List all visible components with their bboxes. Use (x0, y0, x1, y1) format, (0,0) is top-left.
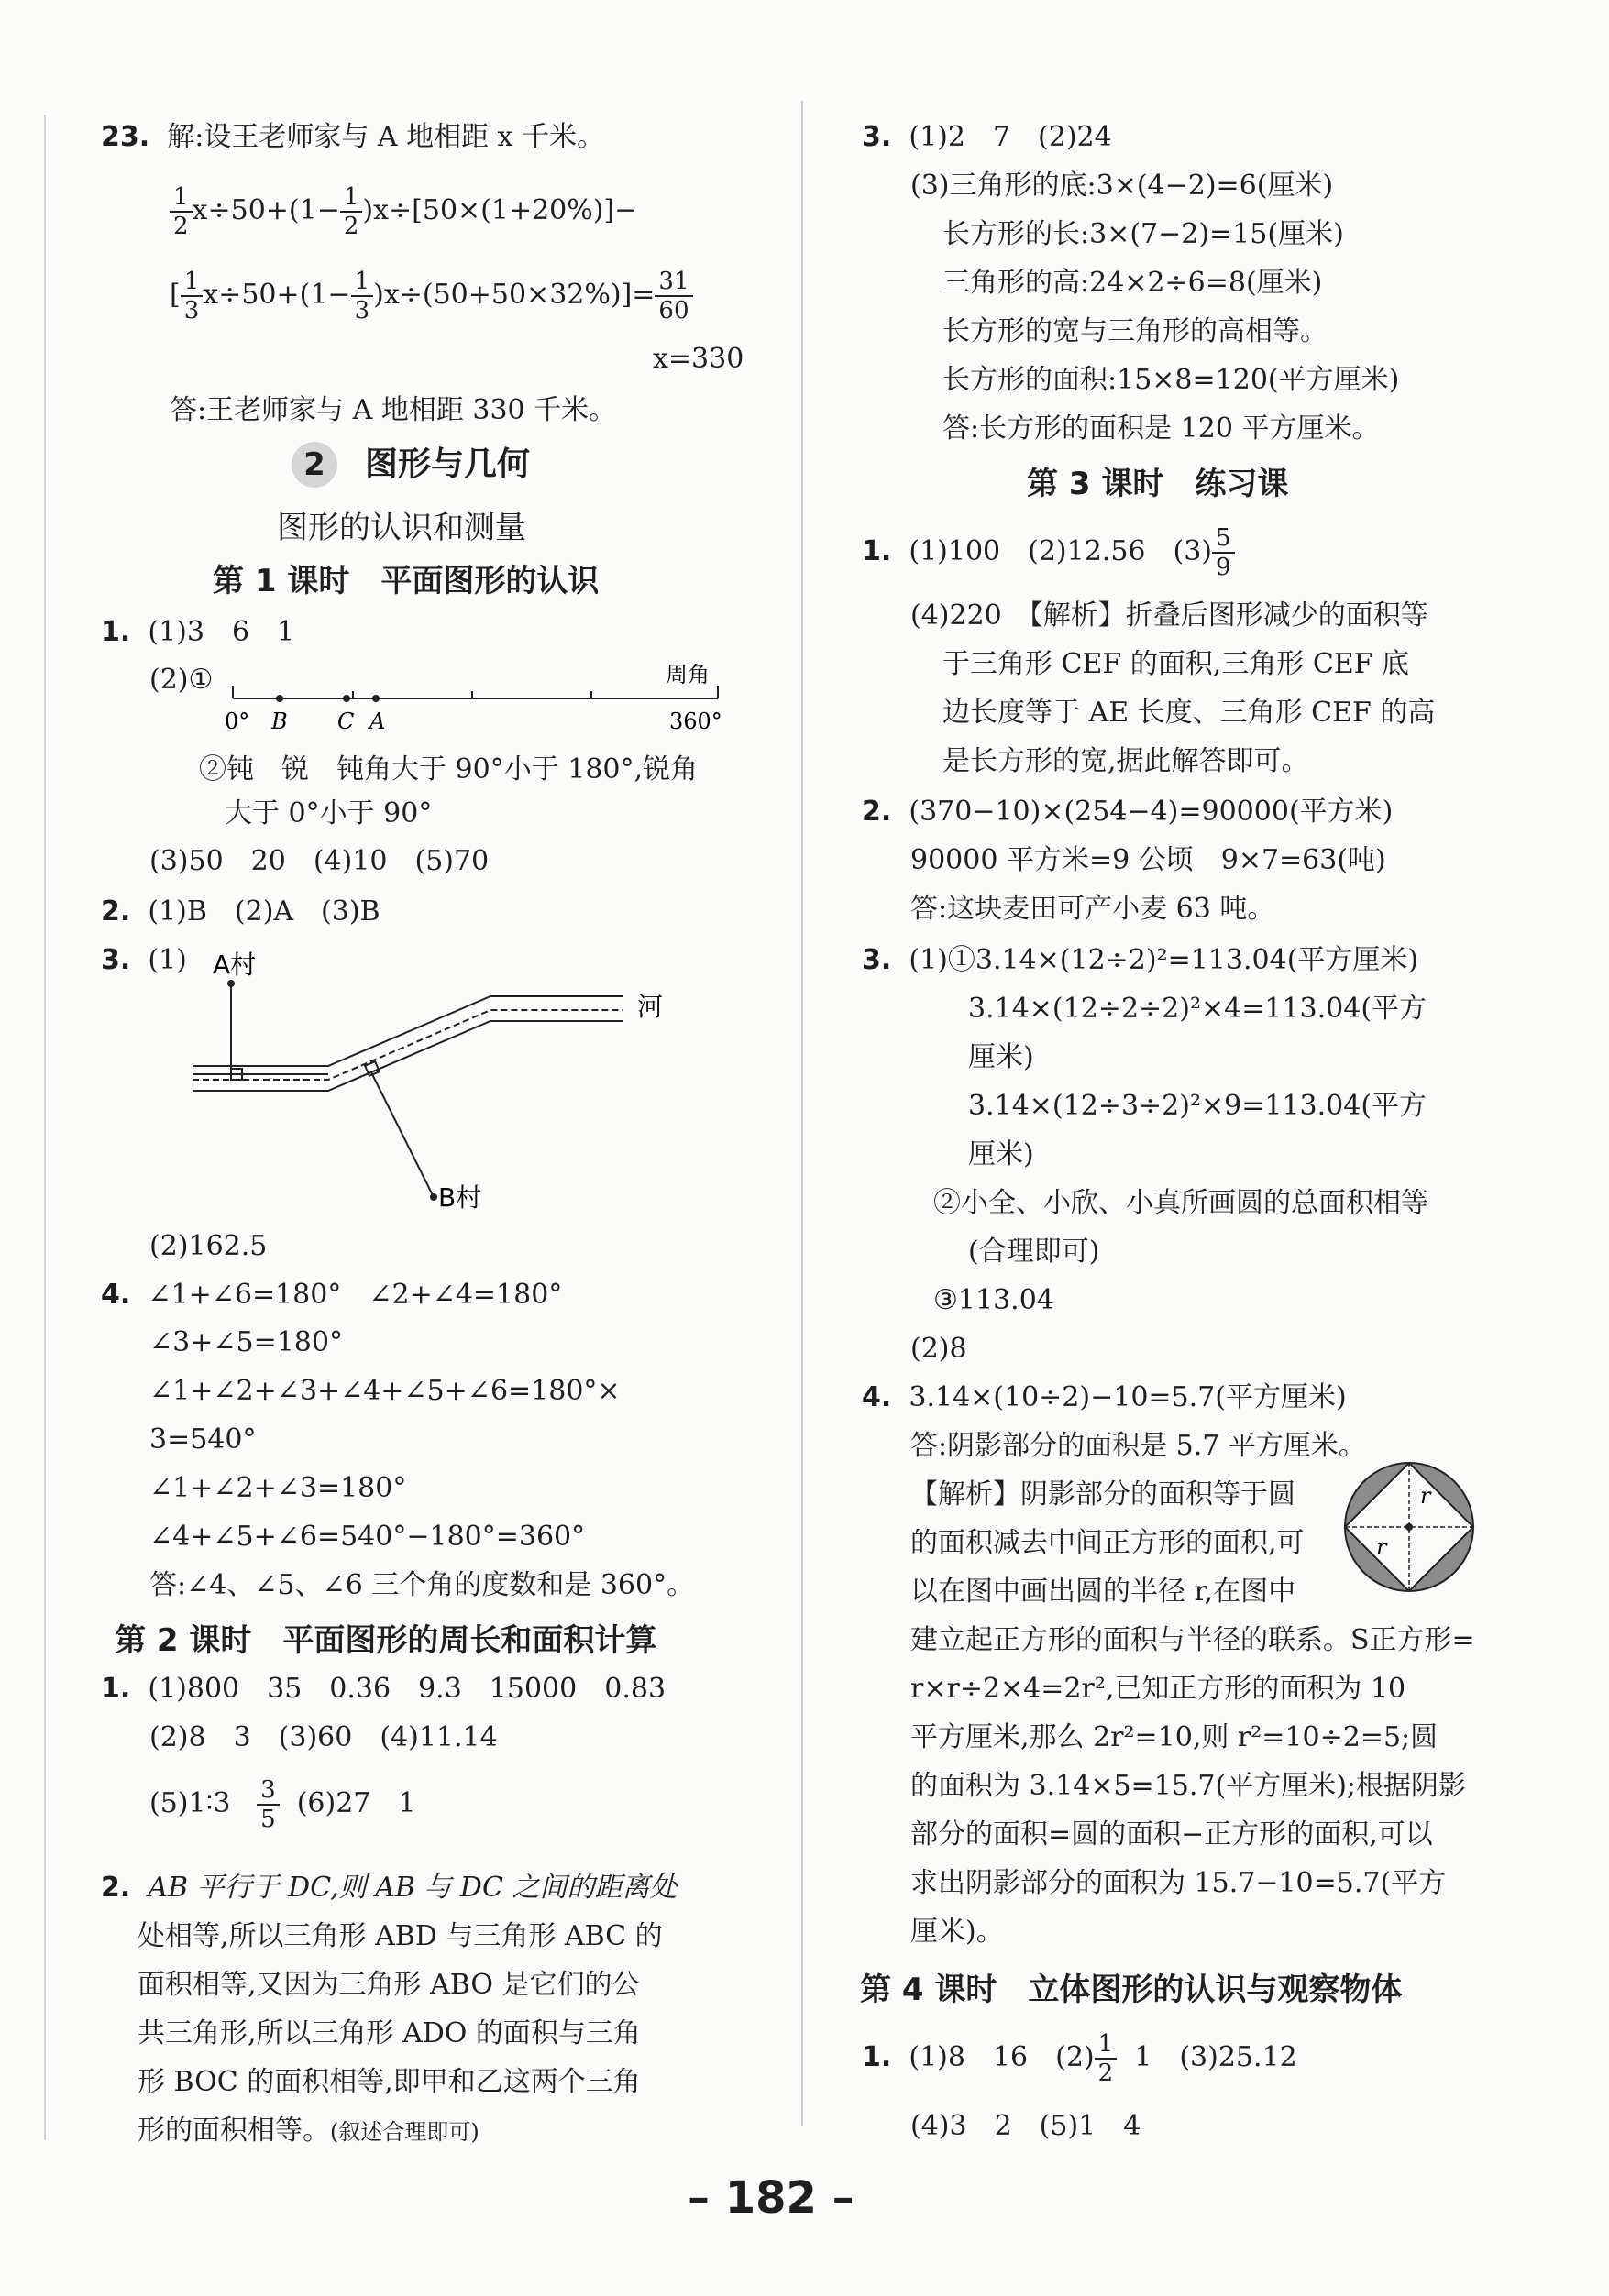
r-l3-q4-text1: 3.14×(10÷2)−10=5.7(平方厘米) (909, 1381, 1347, 1413)
r-l3-q1-text4: 边长度等于 AE 长度、三角形 CEF 的高 (942, 697, 1436, 729)
l2-q1-line1 (101, 1671, 666, 1708)
river-path (193, 996, 623, 1091)
l1-q2-number: 2. (101, 895, 131, 928)
q23-equation-line1 (170, 174, 637, 247)
left-margin-rule (44, 115, 46, 2140)
axis-label-360: 360° (669, 709, 722, 734)
l2-q2-text4: 共三角形,所以三角形 ADO 的面积与三角 (138, 2017, 641, 2049)
r-l3-q4-text7: r×r÷2×4=2r²,已知正方形的面积为 10 (910, 1673, 1406, 1705)
circle-square-figure (1341, 1459, 1477, 1595)
r-l4-q1-text1b: 1 (3)25.12 (1134, 2041, 1297, 2073)
l1-q1-part2c: 大于 0°小于 90° (225, 797, 433, 829)
fraction-half: $\frac{1}{2}$ (170, 183, 193, 240)
eq2-part-a: [ (170, 279, 181, 311)
fraction-1-2: $\frac{1}{2}$ (1095, 2030, 1118, 2087)
r-q3-text5: 长方形的宽与三角形的高相等。 (942, 315, 1328, 347)
l1-q1-number: 1. (101, 616, 131, 648)
r-l3-q3-text1: (1)①3.14×(12÷2)²=113.04(平方厘米) (909, 944, 1419, 976)
river-label: 河 (637, 992, 664, 1022)
r-l3-q3-line1 (862, 942, 1418, 979)
r-l3-q3-text8: ③113.04 (933, 1284, 1054, 1316)
q23-intro-line (101, 119, 604, 156)
l1-q4-text4: 3=540° (149, 1423, 257, 1456)
l1-q1-part2b: ②钝 锐 钝角大于 90°小于 180°,锐角 (199, 753, 699, 785)
fraction-31-60: $\frac{31}{60}$ (655, 268, 692, 324)
l1-q2-line (101, 894, 380, 930)
point-a (372, 695, 380, 702)
l1-q3-part2: (2)162.5 (149, 1230, 268, 1262)
section-title: 图形与几何 (365, 445, 531, 483)
lesson4-title: 第 4 课时 立体图形的认识与观察物体 (860, 1972, 1403, 2008)
l1-q3-part1: (1) (148, 944, 187, 976)
r-l3-q4-text4: 的面积减去中间正方形的面积,可 (910, 1527, 1305, 1559)
fraction-third: $\frac{1}{3}$ (181, 268, 204, 324)
r-l3-q2-text3: 答:这块麦田可产小麦 63 吨。 (910, 893, 1275, 925)
section-heading (292, 442, 530, 488)
r-l4-q1-line1 (862, 2021, 1297, 2094)
l1-q2-answer: (1)B (2)A (3)B (148, 895, 380, 928)
l1-q4-text2: ∠3+∠5=180° (149, 1326, 343, 1358)
r-q3-text7: 答:长方形的面积是 120 平方厘米。 (942, 412, 1380, 445)
r-l3-q4-text9: 的面积为 3.14×5=15.7(平方厘米);根据阴影 (910, 1770, 1467, 1802)
l1-q4-text3: ∠1+∠2+∠3+∠4+∠5+∠6=180°× (149, 1375, 621, 1407)
l2-q2-number: 2. (101, 1872, 131, 1904)
r-q3-text1: (1)2 7 (2)24 (909, 121, 1112, 153)
r-l3-q4-text5: 以在图中画出圆的半径 r,在图中 (910, 1576, 1296, 1608)
l2-q1-text2: (2)8 3 (3)60 (4)11.14 (149, 1721, 498, 1753)
l1-q4-text5: ∠1+∠2+∠3=180° (149, 1472, 407, 1504)
l1-q4-text6: ∠4+∠5+∠6=540°−180°=360° (149, 1521, 586, 1553)
r-l3-q3-text4: 3.14×(12÷3÷2)²×9=113.04(平方 (968, 1090, 1427, 1122)
radius-label-left: r (1376, 1534, 1387, 1560)
point-b (276, 695, 283, 702)
q23-intro: 解:设王老师家与 A 地相距 x 千米。 (167, 121, 605, 153)
l1-q1-line1 (101, 614, 294, 651)
r-l3-q3-text6: ②小全、小欣、小真所画圆的总面积相等 (933, 1187, 1428, 1219)
r-l3-q1-text3: 于三角形 CEF 的面积,三角形 CEF 底 (942, 648, 1410, 680)
r-l4-q1-text1a: (1)8 16 (2) (909, 2041, 1095, 2073)
point-c (343, 695, 350, 702)
axis-label-full-angle: 周角 (666, 662, 710, 687)
q23-number: 23. (101, 121, 150, 153)
r-q3-text2: (3)三角形的底:3×(4−2)=6(厘米) (910, 170, 1334, 202)
r-l3-q3-text2: 3.14×(12÷2÷2)²×4=113.04(平方 (968, 993, 1427, 1025)
r-q3-number: 3. (862, 121, 892, 153)
r-l3-q4-line1 (862, 1379, 1347, 1416)
r-l3-q2-number: 2. (862, 796, 892, 828)
village-b-label: B村 (438, 1182, 482, 1213)
l1-q1-part3: (3)50 20 (4)10 (5)70 (149, 845, 490, 877)
l2-q2-text3: 面积相等,又因为三角形 ABO 是它们的公 (138, 1969, 640, 2001)
l2-q2-text5: 形 BOC 的面积相等,即甲和乙这两个三角 (138, 2066, 641, 2098)
l1-q4-number: 4. (101, 1279, 131, 1311)
l1-q4-line1 (101, 1277, 562, 1313)
fraction-5-9: $\frac{5}{9}$ (1212, 524, 1235, 581)
fraction-third-2: $\frac{1}{3}$ (351, 268, 374, 324)
l1-q4-text7: 答:∠4、∠5、∠6 三个角的度数和是 360°。 (149, 1569, 695, 1601)
l2-q1-line3 (149, 1769, 415, 1838)
l1-q4-text1: ∠1+∠6=180° ∠2+∠4=180° (148, 1279, 563, 1311)
column-divider (801, 101, 803, 2126)
r-l4-q1-number: 1. (862, 2041, 892, 2073)
l2-q2-note: (叙述合理即可) (330, 2119, 479, 2145)
eq1-part-a: x÷50+(1− (192, 194, 340, 226)
r-q3-text6: 长方形的面积:15×8=120(平方厘米) (942, 364, 1400, 396)
l2-q1-part6: (6)27 1 (296, 1787, 416, 1819)
axis-label-c: C (337, 709, 355, 734)
angle-number-line (220, 660, 733, 742)
l2-q2-line1 (101, 1870, 677, 1906)
r-l3-q3-text7: (合理即可) (968, 1236, 1100, 1268)
r-q3-text4: 三角形的高:24×2÷6=8(厘米) (942, 267, 1323, 299)
l2-q1-ratio: (5)1∶3 (149, 1787, 231, 1819)
eq2-part-b: x÷50+(1− (203, 279, 351, 311)
r-l3-q1-text2: (4)220 【解析】折叠后图形减少的面积等 (910, 599, 1428, 632)
r-l3-q2-line1 (862, 794, 1393, 830)
axis-label-zero: 0° (225, 709, 250, 734)
r-l3-q3-text5: 厘米) (968, 1138, 1034, 1170)
page-number: – 182 – (688, 2172, 854, 2224)
river-village-diagram (183, 944, 697, 1237)
fraction-half-2: $\frac{1}{2}$ (340, 183, 363, 240)
r-l3-q1-line1 (862, 515, 1235, 588)
l2-q2-text2: 处相等,所以三角形 ABD 与三角形 ABC 的 (138, 1920, 663, 1952)
l2-q1-text1: (1)800 35 0.36 9.3 15000 0.83 (148, 1673, 667, 1705)
r-l3-q3-number: 3. (862, 944, 892, 976)
l2-q2-line6 (138, 2113, 479, 2150)
q23-equation-line2 (170, 258, 693, 332)
l2-q2-text6: 形的面积相等。 (138, 2115, 330, 2147)
r-l3-q4-text8: 平方厘米,那么 2r²=10,则 r²=10÷2=5;圆 (910, 1721, 1438, 1753)
r-l3-q4-text6: 建立起正方形的面积与半径的联系。S正方形= (910, 1624, 1475, 1656)
axis-label-a: A (369, 709, 386, 734)
l1-q1-part1: (1)3 6 1 (148, 616, 295, 648)
eq1-part-b: )x÷[50×(1+20%)]− (362, 194, 638, 226)
r-l3-q4-text3: 【解析】阴影部分的面积等于圆 (910, 1478, 1295, 1511)
l2-q1-number: 1. (101, 1673, 131, 1705)
r-l3-q4-number: 4. (862, 1381, 892, 1413)
l1-q3-number: 3. (101, 944, 131, 976)
q23-result: x=330 (653, 343, 744, 375)
l2-q2-text1: AB 平行于 DC,则 AB 与 DC 之间的距离处 (148, 1872, 678, 1904)
r-l3-q2-text1: (370−10)×(254−4)=90000(平方米) (909, 796, 1394, 828)
r-l3-q1-text5: 是长方形的宽,据此解答即可。 (942, 745, 1309, 777)
r-l3-q3-text3: 厘米) (968, 1041, 1034, 1073)
l1-q3-line (101, 942, 187, 979)
r-l3-q2-text2: 90000 平方米=9 公顷 9×7=63(吨) (910, 844, 1386, 876)
r-l4-q1-text2: (4)3 2 (5)1 4 (910, 2110, 1141, 2142)
l1-q1-part2: (2)① (149, 664, 214, 696)
r-l3-q3-text9: (2)8 (910, 1333, 967, 1365)
subsection-title: 图形的认识和测量 (277, 510, 526, 546)
q23-answer: 答:王老师家与 A 地相距 330 千米。 (170, 394, 617, 426)
r-l3-q4-text11: 求出阴影部分的面积为 15.7−10=5.7(平方 (910, 1867, 1447, 1899)
r-l3-q4-text2: 答:阴影部分的面积是 5.7 平方厘米。 (910, 1430, 1366, 1462)
r-q3-line1 (862, 119, 1112, 156)
lesson3-title: 第 3 课时 练习课 (1027, 466, 1289, 502)
r-l3-q1-text1: (1)100 (2)12.56 (3) (909, 535, 1212, 567)
section-number-badge: 2 (292, 442, 337, 488)
lesson2-title: 第 2 课时 平面图形的周长和面积计算 (115, 1622, 657, 1659)
axis-label-b: B (271, 709, 288, 734)
r-l3-q4-text12: 厘米)。 (910, 1916, 1004, 1948)
r-q3-text3: 长方形的长:3×(7−2)=15(厘米) (942, 218, 1344, 250)
r-l3-q1-number: 1. (862, 535, 892, 567)
village-a-label: A村 (213, 950, 257, 980)
eq2-part-c: )x÷(50+50×32%)]= (373, 279, 656, 311)
lesson1-title: 第 1 课时 平面图形的认识 (213, 563, 600, 599)
fraction-3-5: $\frac{3}{5}$ (257, 1776, 280, 1833)
r-l3-q4-text10: 部分的面积=圆的面积−正方形的面积,可以 (910, 1818, 1433, 1851)
radius-label-top: r (1420, 1483, 1431, 1509)
